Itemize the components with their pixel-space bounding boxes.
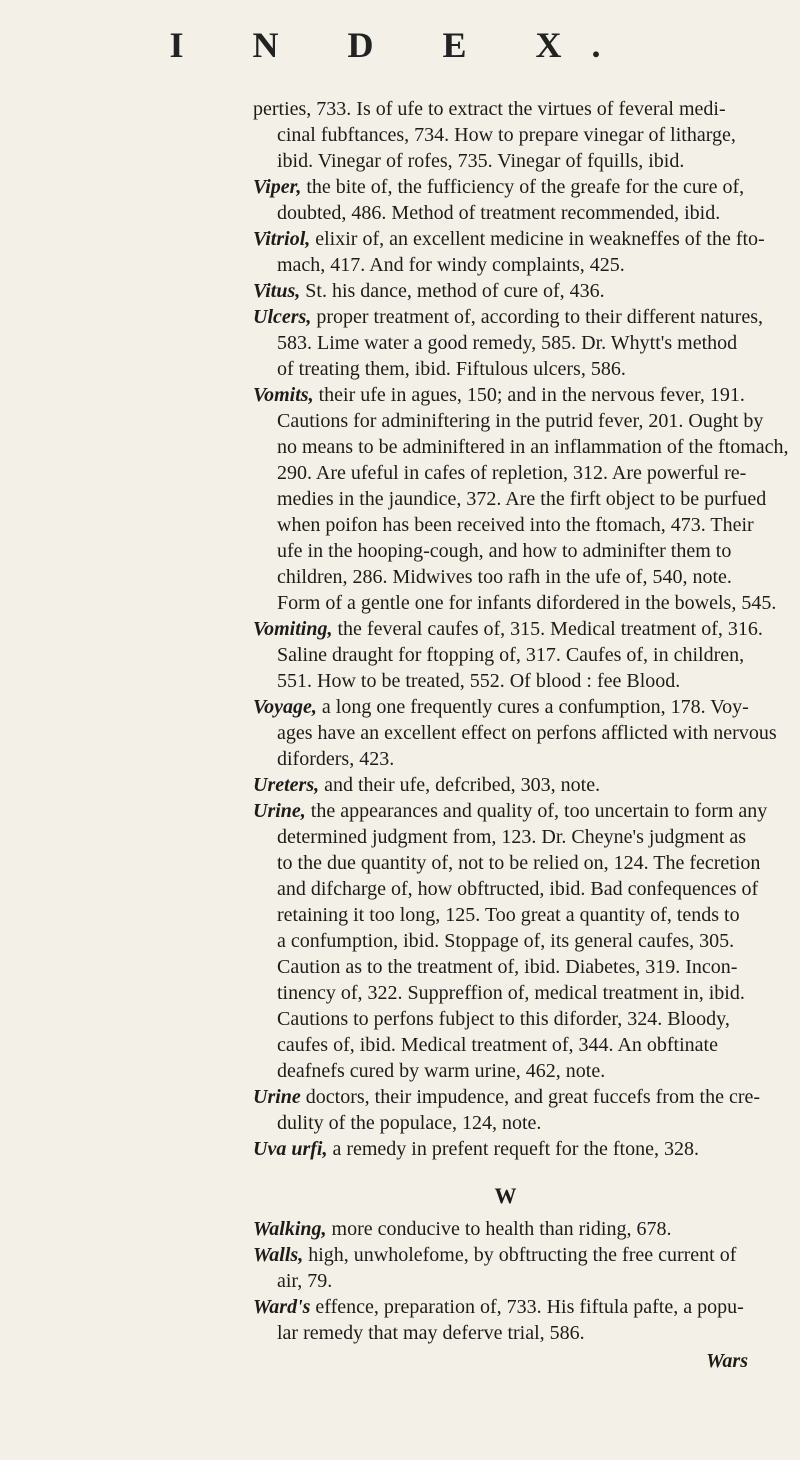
index-text: ibid. Vinegar of rofes, 735. Vinegar of fquills, ibid. xyxy=(277,150,685,172)
index-text: Saline draught for ftopping of, 317. Caufes of, in children, xyxy=(277,644,745,666)
index-line xyxy=(253,590,777,616)
index-text: doubted, 486. Method of treatment recommended, ibid. xyxy=(277,202,721,224)
index-line xyxy=(253,408,764,434)
index-line xyxy=(253,668,758,694)
index-text: their ufe in agues, 150; and in the nervous fever, 191. xyxy=(313,384,745,406)
index-text: diforders, 423. xyxy=(277,748,395,770)
index-text: Cautions to perfons fubject to this diforder, 324. Bloody, xyxy=(277,1008,730,1030)
index-text: Caution as to the treatment of, ibid. Diabetes, 319. Incon- xyxy=(277,956,738,978)
index-text: cinal fubftances, 734. How to prepare vinegar of litharge, xyxy=(277,124,736,146)
index-line xyxy=(253,1268,758,1294)
index-line xyxy=(253,616,763,642)
index-line xyxy=(253,538,758,564)
index-term: Urine xyxy=(253,1086,301,1108)
index-text: perties, 733. Is of ufe to extract the virtues of feveral medi- xyxy=(253,98,726,120)
index-text: proper treatment of, according to their different natures, xyxy=(311,306,763,328)
index-line xyxy=(253,200,758,226)
index-text: more conducive to health than riding, 678. xyxy=(326,1218,672,1240)
index-line xyxy=(253,564,758,590)
index-text: the feveral caufes of, 315. Medical treatment of, 316. xyxy=(332,618,763,640)
index-text: medies in the jaundice, 372. Are the firft object to be purfued xyxy=(277,488,767,510)
index-text: tinency of, 322. Suppreffion of, medical treatment in, ibid. xyxy=(277,982,745,1004)
index-text: and their ufe, defcribed, 303, note. xyxy=(319,774,601,796)
index-term: Vitriol, xyxy=(253,228,311,250)
index-line xyxy=(253,382,758,408)
index-line xyxy=(253,720,777,746)
index-line xyxy=(253,122,758,148)
index-text: 583. Lime water a good remedy, 585. Dr. Whytt's method xyxy=(277,332,738,354)
index-line xyxy=(253,902,758,928)
index-line xyxy=(253,928,758,954)
index-term: Ureters, xyxy=(253,774,320,796)
index-line xyxy=(253,252,758,278)
index-line xyxy=(253,304,763,330)
index-line xyxy=(253,694,758,720)
index-line xyxy=(253,148,758,174)
index-text: retaining it too long, 125. Too great a quantity of, tends to xyxy=(277,904,740,926)
index-text: caufes of, ibid. Medical treatment of, 344. An obftinate xyxy=(277,1034,718,1056)
entries-u-v xyxy=(253,96,789,1162)
index-line xyxy=(253,1136,758,1162)
index-line xyxy=(253,876,758,902)
index-line xyxy=(253,824,758,850)
index-text: the bite of, the fufficiency of the greafe for the cure of, xyxy=(301,176,745,198)
index-term: Walking, xyxy=(253,1218,327,1240)
index-term: Urine, xyxy=(253,800,306,822)
index-line xyxy=(253,1320,758,1346)
index-entries xyxy=(253,96,789,1376)
index-line xyxy=(253,1058,758,1084)
index-line xyxy=(253,980,758,1006)
index-text: children, 286. Midwives too rafh in the ufe of, 540, note. xyxy=(277,566,732,588)
index-line xyxy=(253,1084,761,1110)
index-term: Ulcers, xyxy=(253,306,312,328)
index-term: Vitus, xyxy=(253,280,301,302)
section-letter: W xyxy=(494,1183,517,1208)
index-text: no means to be adminiftered in an inflammation of the ftomach, xyxy=(277,436,789,458)
index-text: and difcharge of, how obftructed, ibid. Bad confequences of xyxy=(277,878,759,900)
index-text: dulity of the populace, 124, note. xyxy=(277,1112,542,1134)
index-line xyxy=(253,850,761,876)
index-text: ufe in the hooping-cough, and how to adminifter them to xyxy=(277,540,732,562)
page-header: I N D E X. xyxy=(169,25,631,65)
index-term: Vomits, xyxy=(253,384,314,406)
index-text: determined judgment from, 123. Dr. Cheyne's judgment as xyxy=(277,826,747,848)
index-line xyxy=(253,1216,758,1242)
index-line xyxy=(253,798,768,824)
index-text: lar remedy that may deferve trial, 586. xyxy=(277,1322,585,1344)
index-text: deafnefs cured by warm urine, 462, note. xyxy=(277,1060,606,1082)
index-term: Voyage, xyxy=(253,696,317,718)
index-line xyxy=(253,278,758,304)
index-term: Uva urfi, xyxy=(253,1138,328,1160)
index-line xyxy=(253,512,758,538)
index-line xyxy=(253,96,758,122)
index-line xyxy=(253,1032,758,1058)
index-line xyxy=(253,746,758,772)
index-line xyxy=(253,460,758,486)
index-line xyxy=(253,1110,758,1136)
index-line xyxy=(253,356,758,382)
index-line xyxy=(253,330,758,356)
index-text: a long one frequently cures a confumption, 178. Voy- xyxy=(316,696,749,718)
index-text: effence, preparation of, 733. His fiftula pafte, a popu- xyxy=(310,1296,744,1318)
entries-w xyxy=(253,1216,758,1346)
index-text: elixir of, an excellent medicine in weakneffes of the fto- xyxy=(310,228,765,250)
index-text: mach, 417. And for windy complaints, 425. xyxy=(277,254,625,276)
index-text: doctors, their impudence, and great fuccefs from the cre- xyxy=(300,1086,761,1108)
index-line xyxy=(253,1006,758,1032)
index-line xyxy=(253,954,758,980)
index-text: Form of a gentle one for infants difordered in the bowels, 545. xyxy=(277,592,777,614)
index-term: Vomiting, xyxy=(253,618,333,640)
index-text: air, 79. xyxy=(277,1270,333,1292)
index-line xyxy=(253,642,758,668)
index-line xyxy=(253,226,765,252)
index-line xyxy=(253,1294,758,1320)
index-term: Ward's xyxy=(253,1296,311,1318)
index-text: ages have an excellent effect on perfons afflicted with nervous xyxy=(277,722,777,744)
index-line xyxy=(253,1242,758,1268)
index-text: 551. How to be treated, 552. Of blood : fee Blood. xyxy=(277,670,681,692)
index-text: a confumption, ibid. Stoppage of, its general caufes, 305. xyxy=(277,930,735,952)
catchword: Wars xyxy=(706,1350,748,1372)
index-line xyxy=(253,174,758,200)
index-line xyxy=(253,486,767,512)
index-text: 290. Are ufeful in cafes of repletion, 312. Are powerful re- xyxy=(277,462,747,484)
index-term: Viper, xyxy=(253,176,302,198)
index-text: of treating them, ibid. Fiftulous ulcers, 586. xyxy=(277,358,626,380)
index-term: Walls, xyxy=(253,1244,304,1266)
index-line xyxy=(253,434,789,460)
index-text: St. his dance, method of cure of, 436. xyxy=(300,280,605,302)
index-text: Cautions for adminiftering in the putrid fever, 201. Ought by xyxy=(277,410,764,432)
index-text: to the due quantity of, not to be relied on, 124. The fecretion xyxy=(277,852,761,874)
index-text: when poifon has been received into the ftomach, 473. Their xyxy=(277,514,754,536)
index-text: the appearances and quality of, too uncertain to form any xyxy=(305,800,768,822)
index-text: high, unwholefome, by obftructing the free current of xyxy=(303,1244,737,1266)
index-line xyxy=(253,772,758,798)
index-text: a remedy in prefent requeft for the ftone, 328. xyxy=(327,1138,699,1160)
